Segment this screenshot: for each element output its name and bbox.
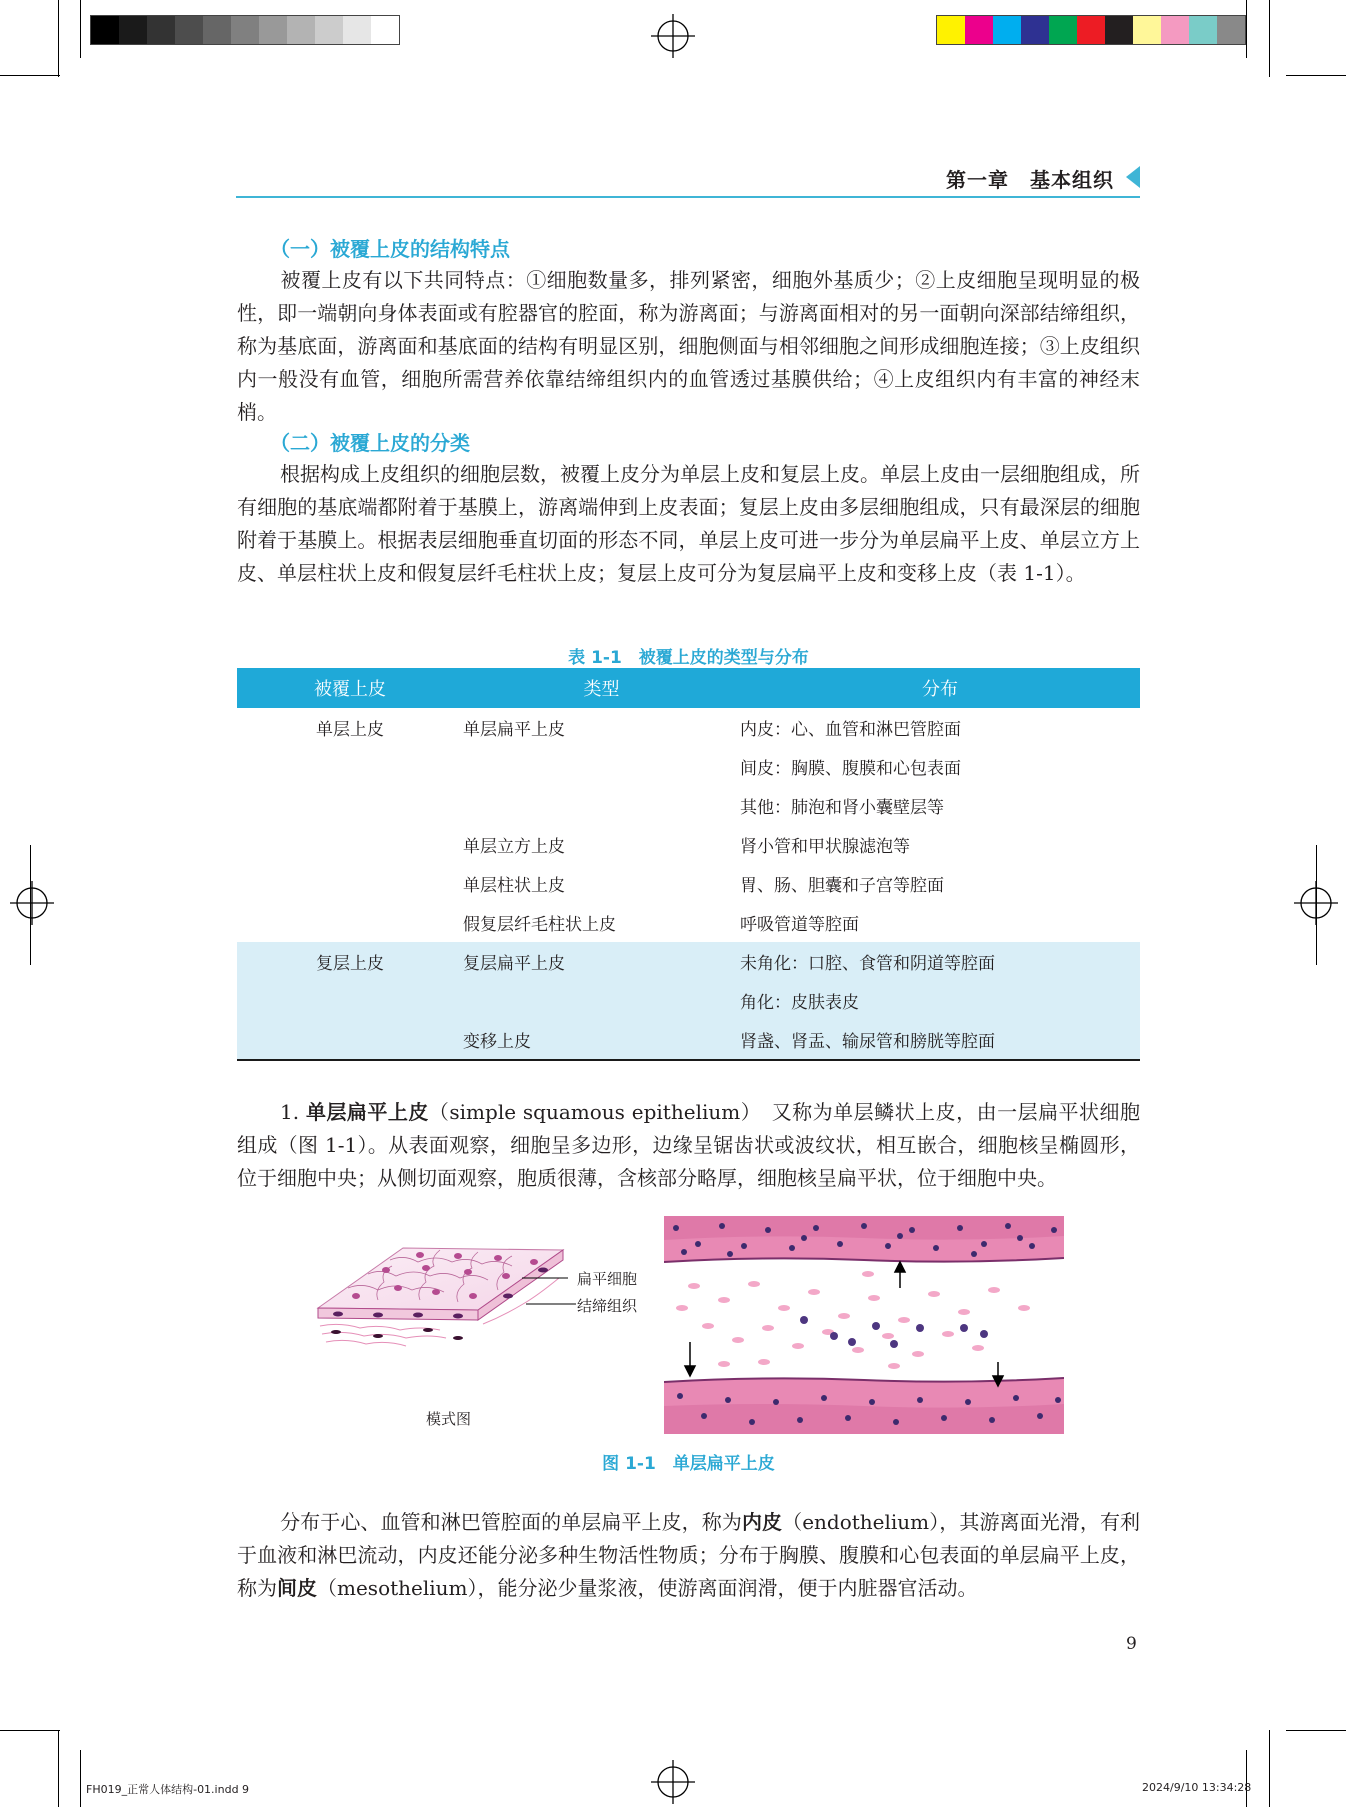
running-header	[236, 160, 1140, 198]
table-cell: 变移上皮	[463, 1020, 740, 1060]
item-paragraph-simple-squamous: 1. 单层扁平上皮（simple squamous epithelium） 又称为单层鳞状上皮，由一层扁平状细胞组成（图 1-1）。从表面观察，细胞呈多边形，边缘呈锯齿状或波纹状，相互嵌合，细胞核呈椭圆形，位于细胞中央；从侧切面观察，胞质很薄，含核部分略厚，细胞核呈扁平状，位于细胞中央。	[237, 1100, 1141, 1190]
table-cell: 复层扁平上皮	[463, 942, 740, 981]
table-cell: 胃、肠、胆囊和子宫等腔面	[740, 876, 944, 896]
leader-lines	[526, 1278, 576, 1318]
table-cell	[237, 825, 463, 864]
slug-datetime: 2024/9/10 13:34:28	[1142, 1781, 1252, 1794]
table-cell: 单层上皮	[316, 720, 384, 740]
registration-mark-left	[10, 881, 54, 925]
table-header-cell: 被覆上皮	[237, 668, 463, 708]
table-row	[237, 786, 1140, 825]
table-cell: 单层柱状上皮	[463, 876, 565, 896]
table-cell: 单层扁平上皮	[463, 720, 565, 740]
table-cell: 未角化：口腔、食管和阴道等腔面	[740, 942, 1140, 981]
table-cell: 假复层纤毛柱状上皮	[463, 915, 616, 935]
table-row	[237, 708, 1140, 747]
table-cell: 单层立方上皮	[463, 837, 565, 857]
grayscale-bar	[90, 15, 400, 45]
table-row	[237, 864, 1140, 903]
page-number: 9	[1126, 1634, 1137, 1654]
section-paragraph-classification: 根据构成上皮组织的细胞层数，被覆上皮分为单层上皮和复层上皮。单层上皮由一层细胞组成，所有细胞的基底端都附着于基膜上，游离端伸到上皮表面；复层上皮由多层细胞组成，只有最深层的细胞附着于基膜上。根据表层细胞垂直切面的形态不同，单层上皮可进一步分为单层扁平上皮、单层立方上皮、单层柱状上皮和假复层纤毛柱状上皮；复层上皮可分为复层扁平上皮和变移上皮（表 1-1）。	[237, 462, 1140, 585]
item-english: （simple squamous epithelium）	[428, 1100, 752, 1124]
registration-mark-bottom	[651, 1760, 695, 1804]
epithelium-table	[237, 668, 1140, 1061]
table-cell	[463, 981, 740, 1020]
label-connective-tissue: 结缔组织	[577, 1297, 638, 1315]
table-cell: 角化：皮肤表皮	[740, 981, 1140, 1020]
table-cell: 呼吸管道等腔面	[740, 915, 859, 935]
table-cell	[237, 903, 463, 942]
table-cell	[237, 786, 463, 825]
term-mesothelium: 间皮	[277, 1576, 317, 1600]
table-cell	[237, 1020, 463, 1060]
term-endothelium: 内皮	[741, 1510, 783, 1534]
table-cell	[463, 786, 740, 825]
table-cell	[237, 864, 463, 903]
table-cell: 内皮：心、血管和淋巴管腔面	[740, 720, 961, 740]
table-header-cell: 分布	[740, 668, 1140, 708]
section-heading-structure: （一）被覆上皮的结构特点	[270, 237, 510, 261]
item-term: 单层扁平上皮	[305, 1100, 429, 1124]
table-cell	[237, 981, 463, 1020]
table-cell	[463, 747, 740, 786]
micrograph-image	[664, 1216, 1064, 1434]
triangle-marker-icon	[1126, 166, 1140, 188]
table-caption: 表 1-1 被覆上皮的类型与分布	[568, 648, 809, 668]
table-cell	[237, 747, 463, 786]
table-cell: 肾盏、肾盂、输尿管和膀胱等腔面	[740, 1020, 1140, 1060]
table-cell: 间皮：胸膜、腹膜和心包表面	[740, 759, 961, 779]
figure-caption: 图 1-1 单层扁平上皮	[602, 1454, 775, 1474]
section-paragraph-structure: 被覆上皮有以下共同特点：①细胞数量多，排列紧密，细胞外基质少；②上皮细胞呈现明显的极性，即一端朝向身体表面或有腔器官的腔面，称为游离面；与游离面相对的另一面朝向深部结缔组织，称为基底面，游离面和基底面的结构有明显区别，细胞侧面与相邻细胞之间形成细胞连接；③上皮组织内一般没有血管，细胞所需营养依靠结缔组织内的血管透过基膜供给；④上皮组织内有丰富的神经末梢。	[237, 268, 1140, 424]
table-row	[237, 942, 1140, 981]
paragraph-endothelium-mesothelium: 分布于心、血管和淋巴管腔面的单层扁平上皮，称为内皮（endothelium），其游离面光滑，有利于血液和淋巴流动，内皮还能分泌多种生物活性物质；分布于胸膜、腹膜和心包表面的单层扁平上皮，称为间皮（mesothelium），能分泌少量浆液，使游离面润滑，便于内脏器官活动。	[237, 1510, 1141, 1600]
table-row	[237, 981, 1140, 1020]
slug-file-name: FH019_正常人体结构-01.indd 9	[86, 1783, 250, 1796]
table-header-row	[237, 668, 1140, 708]
table-header-cell: 类型	[463, 668, 740, 708]
table-row	[237, 903, 1140, 942]
chapter-title: 第一章 基本组织	[946, 168, 1114, 192]
label-schematic: 模式图	[426, 1410, 472, 1428]
table-row	[237, 1020, 1140, 1060]
table-cell: 肾小管和甲状腺滤泡等	[740, 837, 910, 857]
table-row	[237, 747, 1140, 786]
color-bar	[936, 15, 1246, 45]
registration-mark-top	[651, 14, 695, 58]
table-cell: 复层上皮	[237, 942, 463, 981]
section-heading-classification: （二）被覆上皮的分类	[270, 431, 470, 455]
label-squamous-cell: 扁平细胞	[577, 1270, 638, 1288]
table-cell: 其他：肺泡和肾小囊壁层等	[740, 798, 944, 818]
table-row	[237, 825, 1140, 864]
